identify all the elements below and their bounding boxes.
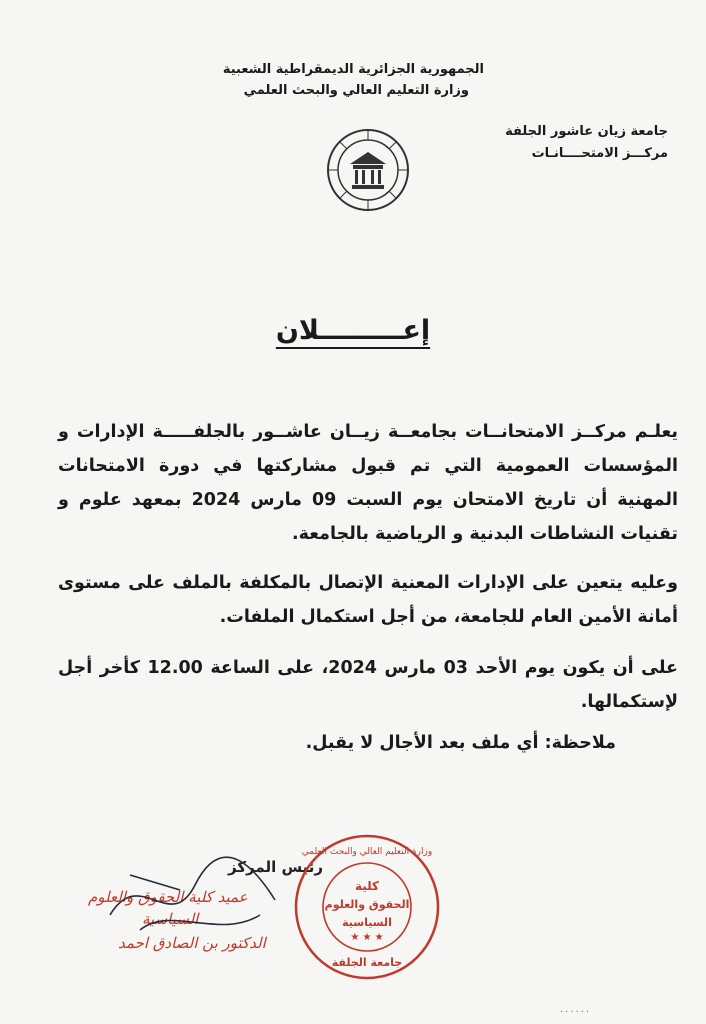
signature-dean-line-1: عميد كلية الحقوق والعلوم bbox=[88, 888, 248, 906]
ministry-heading: وزارة التعليم العالي والبحث العلمي bbox=[243, 83, 469, 98]
announcement-paragraph-2: وعليه يتعين على الإدارات المعنية الإتصال بالمكلفة بالملف على مستوى أمانة الأمين العام للجامعة، من أجل استكمال الملفات. bbox=[58, 573, 678, 627]
stamp-faculty-3: السياسية bbox=[342, 916, 392, 929]
announcement-paragraph-3: على أن يكون يوم الأحد 03 مارس 2024، على الساعة 12.00 كأخر أجل لإستكمالها. bbox=[58, 658, 678, 712]
note-text: ملاحظة: أي ملف بعد الأجال لا يقبل. bbox=[305, 733, 616, 753]
university-seal-icon bbox=[326, 128, 410, 212]
republic-heading: الجمهورية الجزائرية الديمقراطية الشعبية bbox=[222, 62, 484, 77]
stamp-faculty-1: كلية bbox=[354, 879, 380, 893]
university-name: جامعة زيان عاشور الجلفة bbox=[505, 124, 668, 139]
exam-center-name: مركـــز الامتحــــانـات bbox=[531, 146, 668, 161]
announcement-title: إعـــــــــلان bbox=[275, 315, 431, 346]
signature-name: الدكتور بن الصادق احمد bbox=[118, 934, 266, 952]
signature-role: رئيس المركز bbox=[228, 858, 324, 876]
stamp-faculty-2: الحقوق والعلوم bbox=[324, 898, 410, 911]
signature-dean-line-2: السياسية bbox=[142, 910, 199, 928]
footer-mark: ...... bbox=[560, 1004, 592, 1015]
stamp-stars-icon: ★ ★ ★ bbox=[350, 932, 384, 943]
official-stamp-icon bbox=[292, 832, 442, 982]
announcement-paragraph-1: يعلـم مركــز الامتحانــات بجامعــة زيــان عاشــور بالجلفـــــة الإدارات و المؤسسات العمومية التي تم قبول مشاركتها في دورة الامتحانات المهنية أن تاريخ الامتحان يوم السبت 09 مارس 2024 بمعهد علوم و تقنيات النشاطات البدنية و الرياضية بالجامعة. bbox=[58, 422, 678, 544]
handwritten-signature-icon bbox=[100, 845, 290, 955]
stamp-bottom-text: جامعة الجلفة bbox=[331, 956, 403, 969]
stamp-ring-text: وزارة التعليم العالي والبحث العلمي bbox=[301, 847, 433, 857]
